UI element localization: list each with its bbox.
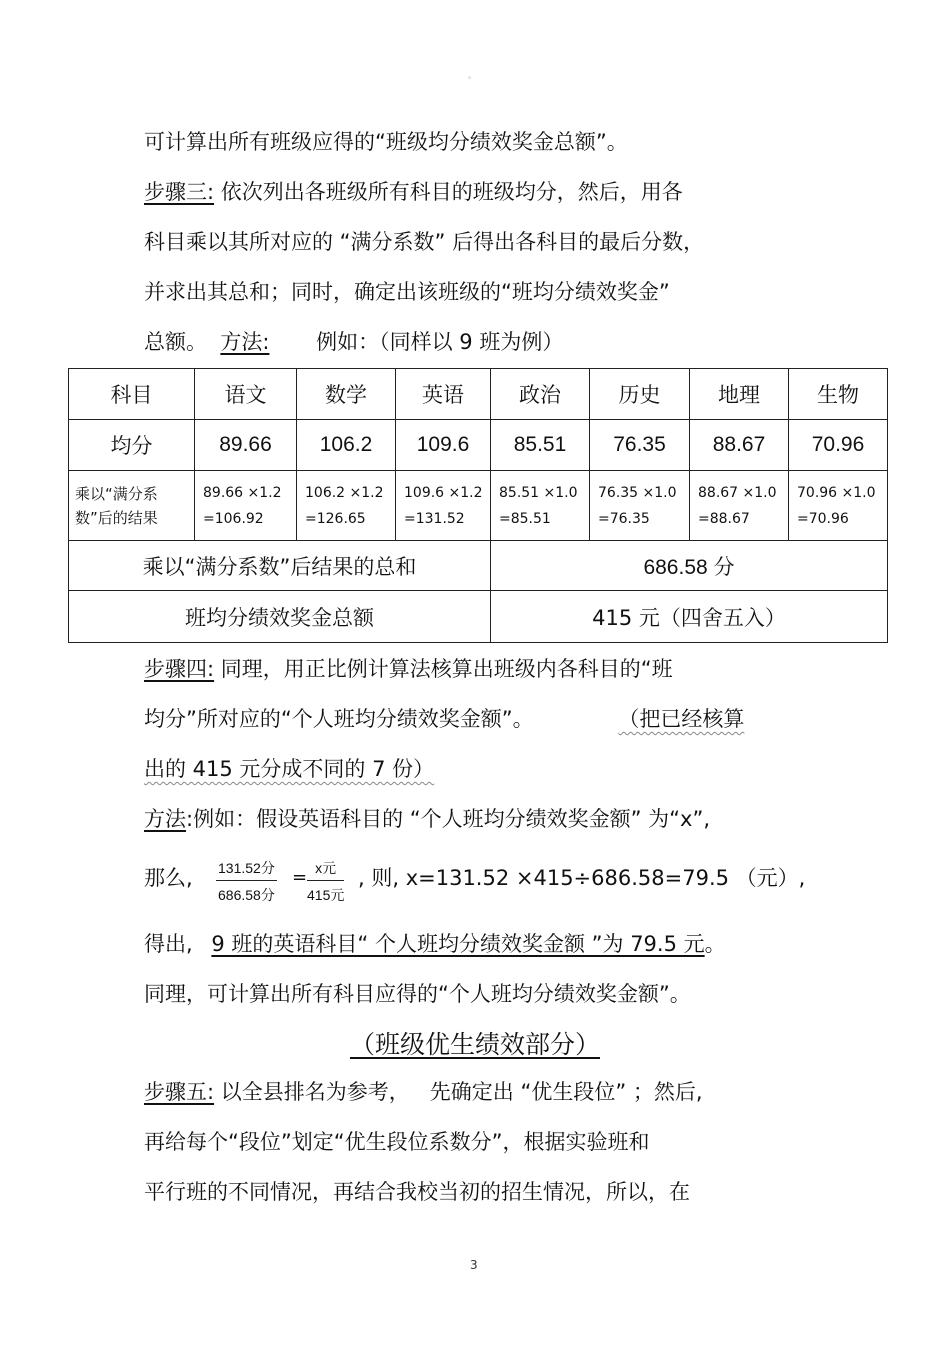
header-cell: 政治	[491, 369, 590, 420]
step-five-line	[144, 1078, 703, 1106]
fraction	[307, 858, 344, 905]
method-line	[144, 805, 710, 833]
fraction-denominator: 415元	[307, 887, 345, 903]
table-row	[69, 591, 888, 643]
mult-result: =131.52	[404, 510, 465, 527]
mult-cell	[789, 471, 888, 541]
mult-formula: 109.6 ×1.2	[404, 484, 483, 501]
mult-cell	[690, 471, 789, 541]
mult-formula: 89.66 ×1.2	[203, 484, 282, 501]
mult-formula: 70.96 ×1.0	[797, 484, 876, 501]
step-three-text: 依次列出各班级所有科目的班级均分，然后，用各	[220, 180, 683, 204]
mult-formula: 106.2 ×1.2	[305, 484, 384, 501]
row-label: 均分	[69, 420, 195, 471]
step-four-text: 同理，用正比例计算法核算出班级内各科目的“班	[220, 657, 673, 681]
mult-cell	[396, 471, 491, 541]
paragraph-line	[144, 755, 434, 783]
avg-cell: 106.2	[297, 420, 396, 471]
mult-result: =106.92	[203, 510, 264, 527]
mult-result: =85.51	[499, 510, 551, 527]
paragraph-line: 再给每个“段位”划定“优生段位系数分”，根据实验班和	[144, 1130, 650, 1154]
step-three-line	[144, 178, 683, 206]
total-label: 班均分绩效奖金总额	[69, 591, 491, 643]
header-cell: 科目	[69, 369, 195, 420]
note-text: 出的 415 元分成不同的 7 份）	[144, 757, 435, 781]
paragraph-text: 均分”所对应的“个人班均分绩效奖金额”。	[144, 707, 534, 731]
mult-formula: 88.67 ×1.0	[698, 484, 777, 501]
row-label	[69, 471, 195, 541]
section-heading-text: （班级优生绩效部分）	[349, 1030, 600, 1059]
header-cell: 数学	[297, 369, 396, 420]
result-suffix: 。	[704, 932, 726, 956]
mult-cell	[195, 471, 297, 541]
result-line	[144, 930, 726, 958]
row-label-line: 数”后的结果	[75, 508, 158, 527]
avg-cell: 85.51	[491, 420, 590, 471]
method-label: 方法	[144, 807, 186, 831]
paragraph-line: 可计算出所有班级应得的“班级均分绩效奖金总额”。	[144, 130, 628, 154]
row-label-line: 乘以“满分系	[75, 484, 158, 503]
method-prefix: 总额。	[144, 330, 207, 354]
mult-cell	[491, 471, 590, 541]
avg-cell: 109.6	[396, 420, 491, 471]
fraction	[216, 858, 277, 905]
total-value: 415 元（四舍五入）	[491, 591, 888, 643]
avg-cell: 76.35	[590, 420, 690, 471]
paragraph-line: 科目乘以其所对应的 “满分系数” 后得出各科目的最后分数，	[144, 230, 705, 254]
table-row	[69, 420, 888, 471]
step-four-label: 步骤四:	[144, 657, 215, 681]
method-example: 例如：（同样以 9 班为例）	[316, 330, 564, 354]
header-cell: 生物	[789, 369, 888, 420]
sum-value: 686.58 分	[491, 541, 888, 591]
paragraph-line	[144, 705, 744, 733]
mult-formula: 76.35 ×1.0	[598, 484, 677, 501]
table-row	[69, 471, 888, 541]
step-four-line	[144, 655, 673, 683]
sum-label: 乘以“满分系数”后结果的总和	[69, 541, 491, 591]
header-cell: 地理	[690, 369, 789, 420]
mult-cell	[297, 471, 396, 541]
equals-sign: =	[292, 867, 308, 888]
score-table	[68, 368, 888, 643]
step-five-text: 以全县排名为参考， 先确定出 “优生段位” ；然后,	[220, 1080, 703, 1104]
that-label: 那么,	[144, 866, 193, 890]
mult-result: =126.65	[305, 510, 366, 527]
note-text: （把已经核算	[618, 707, 745, 731]
paragraph-line: 平行班的不同情况，再结合我校当初的招生情况，所以，在	[144, 1180, 690, 1204]
header-cell: 语文	[195, 369, 297, 420]
calculation-text: , 则, x=131.52 ×415÷686.58=79.5 （元）,	[358, 866, 806, 890]
avg-cell: 70.96	[789, 420, 888, 471]
section-heading	[0, 1025, 950, 1061]
step-three-label: 步骤三:	[144, 180, 215, 204]
header-cell: 英语	[396, 369, 491, 420]
paragraph-line: 同理，可计算出所有科目应得的“个人班均分绩效奖金额”。	[144, 982, 691, 1006]
header-cell: 历史	[590, 369, 690, 420]
method-text: :例如：假设英语科目的 “个人班均分绩效奖金额” 为“x”,	[186, 807, 711, 831]
result-prefix: 得出,	[144, 932, 193, 956]
fraction-denominator: 686.58分	[218, 887, 275, 903]
mult-result: =76.35	[598, 510, 650, 527]
fraction-numerator: x元	[307, 858, 344, 881]
header-mark: 。	[468, 71, 476, 80]
page-number: 3	[470, 1258, 478, 1272]
result-text: 9 班的英语科目“ 个人班均分绩效奖金额 ”为 79.5 元	[211, 932, 705, 956]
step-five-label: 步骤五:	[144, 1080, 215, 1104]
avg-cell: 88.67	[690, 420, 789, 471]
table-row	[69, 541, 888, 591]
mult-cell	[590, 471, 690, 541]
paragraph-line: 并求出其总和；同时，确定出该班级的“班均分绩效奖金”	[144, 280, 670, 304]
method-label: 方法:	[220, 330, 270, 354]
avg-cell: 89.66	[195, 420, 297, 471]
fraction-numerator: 131.52分	[216, 858, 277, 881]
method-line	[144, 328, 563, 356]
mult-formula: 85.51 ×1.0	[499, 484, 578, 501]
mult-result: =70.96	[797, 510, 849, 527]
table-header-row	[69, 369, 888, 420]
mult-result: =88.67	[698, 510, 750, 527]
